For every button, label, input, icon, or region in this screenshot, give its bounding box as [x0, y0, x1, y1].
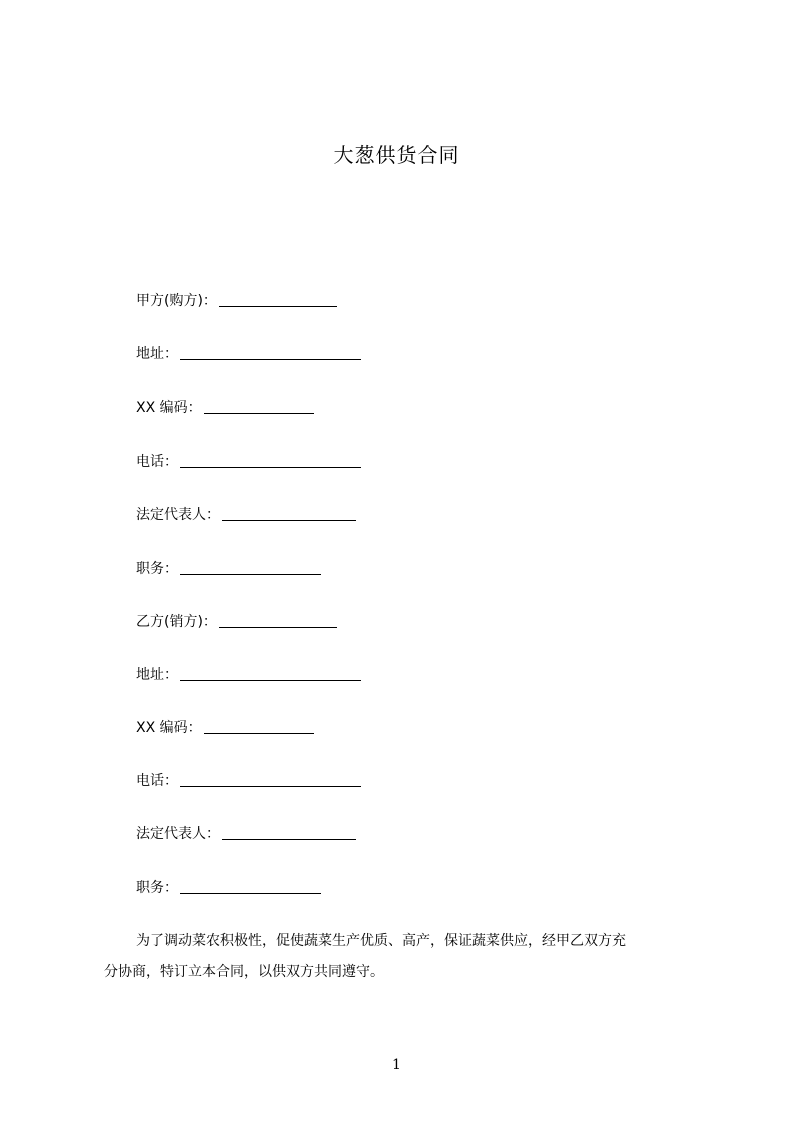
party-a-postcode-field: [136, 396, 314, 420]
party-a-position-label: 职务：: [136, 561, 178, 577]
party-a-address-blank: [180, 342, 361, 360]
page-number: 1: [392, 1057, 401, 1073]
party-b-postcode-field: [136, 716, 314, 740]
party-a-name-blank: [219, 289, 337, 307]
party-a-position-blank: [180, 557, 321, 575]
party-b-position-label: 职务：: [136, 880, 178, 896]
party-b-legal-rep-label: 法定代表人：: [136, 826, 220, 842]
party-b-position-blank: [180, 876, 321, 894]
party-b-name-blank: [219, 610, 337, 628]
party-b-position-field: [136, 876, 321, 900]
party-a-position-field: [136, 557, 321, 581]
party-a-phone-blank: [180, 450, 361, 468]
party-b-phone-blank: [180, 769, 361, 787]
party-b-name-label: 乙方(销方)：: [136, 614, 217, 630]
party-b-address-field: [136, 663, 361, 687]
party-b-legal-rep-field: [136, 822, 356, 846]
party-a-name-field: [136, 289, 337, 313]
party-b-address-blank: [180, 663, 361, 681]
intro-line-2: 分协商，特订立本合同，以供双方共同遵守。: [104, 964, 384, 980]
party-a-phone-label: 电话：: [136, 454, 178, 470]
party-b-name-field: [136, 610, 337, 634]
party-a-legal-rep-field: [136, 503, 356, 527]
intro-line-1: 为了调动菜农积极性，促使蔬菜生产优质、高产，保证蔬菜供应，经甲乙双方充: [136, 933, 626, 949]
party-a-legal-rep-label: 法定代表人：: [136, 507, 220, 523]
party-a-legal-rep-blank: [222, 503, 356, 521]
party-b-postcode-label: XX 编码：: [136, 720, 202, 736]
party-a-address-field: [136, 342, 361, 366]
party-b-legal-rep-blank: [222, 822, 356, 840]
party-a-postcode-label: XX 编码：: [136, 400, 202, 416]
party-a-phone-field: [136, 450, 361, 474]
party-b-phone-label: 电话：: [136, 773, 178, 789]
party-b-postcode-blank: [204, 716, 314, 734]
party-a-address-label: 地址：: [136, 346, 178, 362]
intro-paragraph: [104, 926, 714, 988]
party-b-address-label: 地址：: [136, 667, 178, 683]
document-title: 大葱供货合同: [333, 143, 460, 167]
party-a-name-label: 甲方(购方)：: [136, 293, 217, 309]
party-b-phone-field: [136, 769, 361, 793]
party-a-postcode-blank: [204, 396, 314, 414]
